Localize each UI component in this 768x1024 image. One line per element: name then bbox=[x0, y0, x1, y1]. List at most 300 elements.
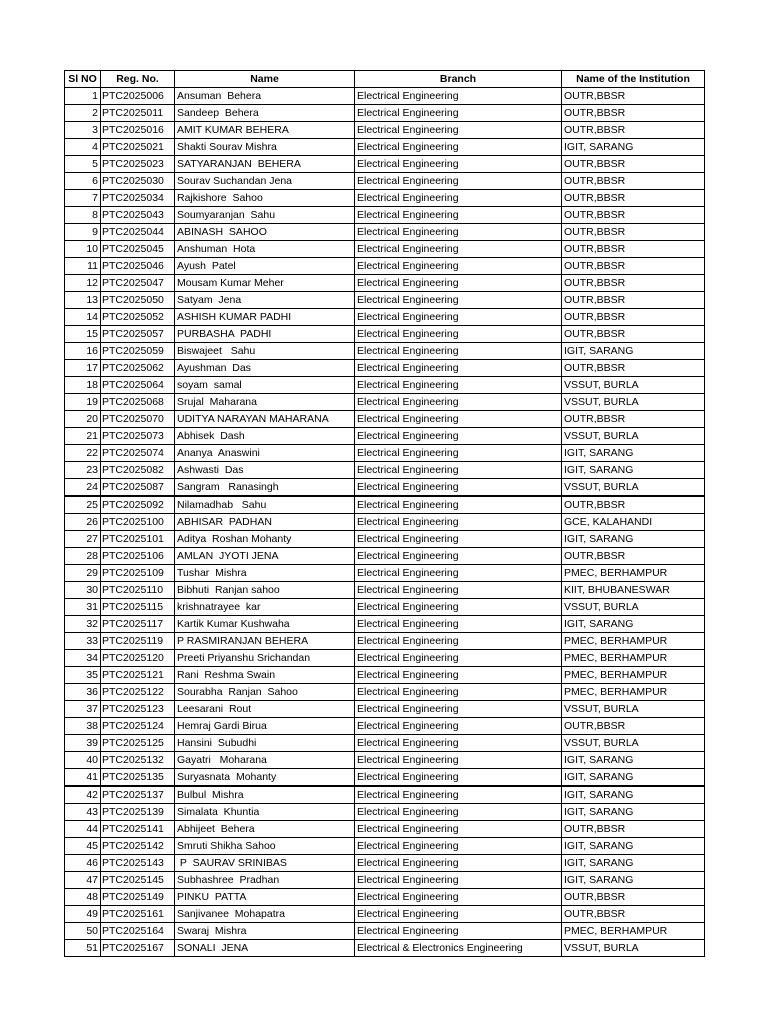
name-cell: Sanjivanee Mohapatra bbox=[175, 906, 355, 923]
reg-no-cell: PTC2025062 bbox=[101, 360, 175, 377]
name-cell: Smruti Shikha Sahoo bbox=[175, 838, 355, 855]
sl-no-cell: 47 bbox=[65, 872, 101, 889]
branch-cell: Electrical Engineering bbox=[355, 667, 562, 684]
reg-no-cell: PTC2025011 bbox=[101, 105, 175, 122]
branch-cell: Electrical Engineering bbox=[355, 582, 562, 599]
sl-no-cell: 13 bbox=[65, 292, 101, 309]
header-institution: Name of the Institution bbox=[562, 71, 705, 88]
sl-no-cell: 31 bbox=[65, 599, 101, 616]
reg-no-cell: PTC2025119 bbox=[101, 633, 175, 650]
reg-no-cell: PTC2025043 bbox=[101, 207, 175, 224]
table-header bbox=[65, 71, 705, 88]
sl-no-cell: 49 bbox=[65, 906, 101, 923]
reg-no-cell: PTC2025123 bbox=[101, 701, 175, 718]
reg-no-cell: PTC2025034 bbox=[101, 190, 175, 207]
table-row bbox=[65, 394, 705, 411]
sl-no-cell: 14 bbox=[65, 309, 101, 326]
name-cell: PURBASHA PADHI bbox=[175, 326, 355, 343]
institution-cell: OUTR,BBSR bbox=[562, 190, 705, 207]
sl-no-cell: 38 bbox=[65, 718, 101, 735]
name-cell: Bulbul Mishra bbox=[175, 786, 355, 804]
institution-cell: PMEC, BERHAMPUR bbox=[562, 667, 705, 684]
institution-cell: KIIT, BHUBANESWAR bbox=[562, 582, 705, 599]
table-row bbox=[65, 514, 705, 531]
institution-cell: OUTR,BBSR bbox=[562, 292, 705, 309]
reg-no-cell: PTC2025046 bbox=[101, 258, 175, 275]
institution-cell: IGIT, SARANG bbox=[562, 855, 705, 872]
name-cell: Nilamadhab Sahu bbox=[175, 496, 355, 514]
branch-cell: Electrical & Electronics Engineering bbox=[355, 940, 562, 957]
branch-cell: Electrical Engineering bbox=[355, 633, 562, 650]
branch-cell: Electrical Engineering bbox=[355, 599, 562, 616]
reg-no-cell: PTC2025122 bbox=[101, 684, 175, 701]
reg-no-cell: PTC2025073 bbox=[101, 428, 175, 445]
institution-cell: OUTR,BBSR bbox=[562, 241, 705, 258]
name-cell: Subhashree Pradhan bbox=[175, 872, 355, 889]
institution-cell: IGIT, SARANG bbox=[562, 462, 705, 479]
institution-cell: OUTR,BBSR bbox=[562, 224, 705, 241]
table-row bbox=[65, 190, 705, 207]
institution-cell: OUTR,BBSR bbox=[562, 207, 705, 224]
table-row bbox=[65, 752, 705, 769]
branch-cell: Electrical Engineering bbox=[355, 514, 562, 531]
institution-cell: IGIT, SARANG bbox=[562, 616, 705, 633]
branch-cell: Electrical Engineering bbox=[355, 411, 562, 428]
sl-no-cell: 18 bbox=[65, 377, 101, 394]
sl-no-cell: 1 bbox=[65, 88, 101, 105]
name-cell: P SAURAV SRINIBAS bbox=[175, 855, 355, 872]
name-cell: Suryasnata Mohanty bbox=[175, 769, 355, 787]
institution-cell: OUTR,BBSR bbox=[562, 411, 705, 428]
reg-no-cell: PTC2025120 bbox=[101, 650, 175, 667]
name-cell: Kartik Kumar Kushwaha bbox=[175, 616, 355, 633]
name-cell: Anshuman Hota bbox=[175, 241, 355, 258]
sl-no-cell: 43 bbox=[65, 804, 101, 821]
reg-no-cell: PTC2025142 bbox=[101, 838, 175, 855]
reg-no-cell: PTC2025143 bbox=[101, 855, 175, 872]
name-cell: Abhisek Dash bbox=[175, 428, 355, 445]
institution-cell: VSSUT, BURLA bbox=[562, 701, 705, 718]
sl-no-cell: 46 bbox=[65, 855, 101, 872]
table-row bbox=[65, 718, 705, 735]
reg-no-cell: PTC2025070 bbox=[101, 411, 175, 428]
reg-no-cell: PTC2025101 bbox=[101, 531, 175, 548]
sl-no-cell: 41 bbox=[65, 769, 101, 787]
institution-cell: PMEC, BERHAMPUR bbox=[562, 923, 705, 940]
branch-cell: Electrical Engineering bbox=[355, 786, 562, 804]
branch-cell: Electrical Engineering bbox=[355, 207, 562, 224]
name-cell: Leesarani Rout bbox=[175, 701, 355, 718]
branch-cell: Electrical Engineering bbox=[355, 769, 562, 787]
sl-no-cell: 15 bbox=[65, 326, 101, 343]
table-row bbox=[65, 582, 705, 599]
name-cell: Hemraj Gardi Birua bbox=[175, 718, 355, 735]
name-cell: Preeti Priyanshu Srichandan bbox=[175, 650, 355, 667]
name-cell: Ansuman Behera bbox=[175, 88, 355, 105]
institution-cell: IGIT, SARANG bbox=[562, 445, 705, 462]
table-row bbox=[65, 616, 705, 633]
branch-cell: Electrical Engineering bbox=[355, 377, 562, 394]
sl-no-cell: 17 bbox=[65, 360, 101, 377]
branch-cell: Electrical Engineering bbox=[355, 548, 562, 565]
reg-no-cell: PTC2025164 bbox=[101, 923, 175, 940]
sl-no-cell: 6 bbox=[65, 173, 101, 190]
table-row bbox=[65, 428, 705, 445]
branch-cell: Electrical Engineering bbox=[355, 275, 562, 292]
table-row bbox=[65, 105, 705, 122]
institution-cell: IGIT, SARANG bbox=[562, 752, 705, 769]
institution-cell: OUTR,BBSR bbox=[562, 326, 705, 343]
name-cell: soyam samal bbox=[175, 377, 355, 394]
header-branch: Branch bbox=[355, 71, 562, 88]
reg-no-cell: PTC2025047 bbox=[101, 275, 175, 292]
sl-no-cell: 2 bbox=[65, 105, 101, 122]
sl-no-cell: 36 bbox=[65, 684, 101, 701]
reg-no-cell: PTC2025068 bbox=[101, 394, 175, 411]
branch-cell: Electrical Engineering bbox=[355, 105, 562, 122]
sl-no-cell: 35 bbox=[65, 667, 101, 684]
branch-cell: Electrical Engineering bbox=[355, 445, 562, 462]
institution-cell: PMEC, BERHAMPUR bbox=[562, 684, 705, 701]
reg-no-cell: PTC2025006 bbox=[101, 88, 175, 105]
branch-cell: Electrical Engineering bbox=[355, 343, 562, 360]
reg-no-cell: PTC2025021 bbox=[101, 139, 175, 156]
reg-no-cell: PTC2025074 bbox=[101, 445, 175, 462]
institution-cell: OUTR,BBSR bbox=[562, 275, 705, 292]
branch-cell: Electrical Engineering bbox=[355, 258, 562, 275]
branch-cell: Electrical Engineering bbox=[355, 88, 562, 105]
sl-no-cell: 34 bbox=[65, 650, 101, 667]
reg-no-cell: PTC2025109 bbox=[101, 565, 175, 582]
branch-cell: Electrical Engineering bbox=[355, 650, 562, 667]
branch-cell: Electrical Engineering bbox=[355, 752, 562, 769]
branch-cell: Electrical Engineering bbox=[355, 428, 562, 445]
institution-cell: IGIT, SARANG bbox=[562, 872, 705, 889]
sl-no-cell: 16 bbox=[65, 343, 101, 360]
institution-cell: OUTR,BBSR bbox=[562, 548, 705, 565]
reg-no-cell: PTC2025087 bbox=[101, 479, 175, 497]
branch-cell: Electrical Engineering bbox=[355, 292, 562, 309]
table-row bbox=[65, 88, 705, 105]
table-row bbox=[65, 360, 705, 377]
sl-no-cell: 9 bbox=[65, 224, 101, 241]
table-row bbox=[65, 122, 705, 139]
sl-no-cell: 11 bbox=[65, 258, 101, 275]
name-cell: Mousam Kumar Meher bbox=[175, 275, 355, 292]
institution-cell: PMEC, BERHAMPUR bbox=[562, 633, 705, 650]
name-cell: Sourabha Ranjan Sahoo bbox=[175, 684, 355, 701]
header-name: Name bbox=[175, 71, 355, 88]
name-cell: Rani Reshma Swain bbox=[175, 667, 355, 684]
sl-no-cell: 20 bbox=[65, 411, 101, 428]
reg-no-cell: PTC2025121 bbox=[101, 667, 175, 684]
table-row bbox=[65, 565, 705, 582]
sl-no-cell: 50 bbox=[65, 923, 101, 940]
sl-no-cell: 30 bbox=[65, 582, 101, 599]
reg-no-cell: PTC2025052 bbox=[101, 309, 175, 326]
branch-cell: Electrical Engineering bbox=[355, 462, 562, 479]
sl-no-cell: 10 bbox=[65, 241, 101, 258]
table-row bbox=[65, 326, 705, 343]
branch-cell: Electrical Engineering bbox=[355, 701, 562, 718]
reg-no-cell: PTC2025016 bbox=[101, 122, 175, 139]
name-cell: Swaraj Mishra bbox=[175, 923, 355, 940]
name-cell: Abhijeet Behera bbox=[175, 821, 355, 838]
institution-cell: OUTR,BBSR bbox=[562, 309, 705, 326]
table-row bbox=[65, 821, 705, 838]
reg-no-cell: PTC2025045 bbox=[101, 241, 175, 258]
sl-no-cell: 27 bbox=[65, 531, 101, 548]
name-cell: Ayush Patel bbox=[175, 258, 355, 275]
table-row bbox=[65, 241, 705, 258]
sl-no-cell: 45 bbox=[65, 838, 101, 855]
branch-cell: Electrical Engineering bbox=[355, 889, 562, 906]
table-row bbox=[65, 804, 705, 821]
branch-cell: Electrical Engineering bbox=[355, 565, 562, 582]
name-cell: Biswajeet Sahu bbox=[175, 343, 355, 360]
name-cell: SONALI JENA bbox=[175, 940, 355, 957]
institution-cell: VSSUT, BURLA bbox=[562, 394, 705, 411]
institution-cell: IGIT, SARANG bbox=[562, 343, 705, 360]
reg-no-cell: PTC2025082 bbox=[101, 462, 175, 479]
sl-no-cell: 48 bbox=[65, 889, 101, 906]
name-cell: Shakti Sourav Mishra bbox=[175, 139, 355, 156]
name-cell: Tushar Mishra bbox=[175, 565, 355, 582]
branch-cell: Electrical Engineering bbox=[355, 139, 562, 156]
table-row bbox=[65, 173, 705, 190]
table-row bbox=[65, 258, 705, 275]
reg-no-cell: PTC2025145 bbox=[101, 872, 175, 889]
branch-cell: Electrical Engineering bbox=[355, 616, 562, 633]
institution-cell: OUTR,BBSR bbox=[562, 122, 705, 139]
sl-no-cell: 40 bbox=[65, 752, 101, 769]
branch-cell: Electrical Engineering bbox=[355, 906, 562, 923]
name-cell: Srujal Maharana bbox=[175, 394, 355, 411]
sl-no-cell: 44 bbox=[65, 821, 101, 838]
table-row bbox=[65, 548, 705, 565]
table-row bbox=[65, 139, 705, 156]
sl-no-cell: 12 bbox=[65, 275, 101, 292]
reg-no-cell: PTC2025117 bbox=[101, 616, 175, 633]
branch-cell: Electrical Engineering bbox=[355, 804, 562, 821]
reg-no-cell: PTC2025050 bbox=[101, 292, 175, 309]
name-cell: Sangram Ranasingh bbox=[175, 479, 355, 497]
name-cell: Satyam Jena bbox=[175, 292, 355, 309]
branch-cell: Electrical Engineering bbox=[355, 923, 562, 940]
sl-no-cell: 23 bbox=[65, 462, 101, 479]
reg-no-cell: PTC2025100 bbox=[101, 514, 175, 531]
branch-cell: Electrical Engineering bbox=[355, 173, 562, 190]
table-row bbox=[65, 207, 705, 224]
institution-cell: VSSUT, BURLA bbox=[562, 735, 705, 752]
institution-cell: OUTR,BBSR bbox=[562, 258, 705, 275]
branch-cell: Electrical Engineering bbox=[355, 309, 562, 326]
branch-cell: Electrical Engineering bbox=[355, 684, 562, 701]
reg-no-cell: PTC2025167 bbox=[101, 940, 175, 957]
reg-no-cell: PTC2025115 bbox=[101, 599, 175, 616]
branch-cell: Electrical Engineering bbox=[355, 241, 562, 258]
sl-no-cell: 33 bbox=[65, 633, 101, 650]
institution-cell: IGIT, SARANG bbox=[562, 838, 705, 855]
name-cell: ABHISAR PADHAN bbox=[175, 514, 355, 531]
table-row bbox=[65, 940, 705, 957]
sl-no-cell: 7 bbox=[65, 190, 101, 207]
name-cell: Hansini Subudhi bbox=[175, 735, 355, 752]
reg-no-cell: PTC2025137 bbox=[101, 786, 175, 804]
name-cell: AMLAN JYOTI JENA bbox=[175, 548, 355, 565]
institution-cell: IGIT, SARANG bbox=[562, 769, 705, 787]
institution-cell: VSSUT, BURLA bbox=[562, 940, 705, 957]
reg-no-cell: PTC2025092 bbox=[101, 496, 175, 514]
institution-cell: PMEC, BERHAMPUR bbox=[562, 565, 705, 582]
table-row bbox=[65, 701, 705, 718]
branch-cell: Electrical Engineering bbox=[355, 735, 562, 752]
institution-cell: VSSUT, BURLA bbox=[562, 599, 705, 616]
branch-cell: Electrical Engineering bbox=[355, 821, 562, 838]
sl-no-cell: 21 bbox=[65, 428, 101, 445]
student-list-table bbox=[64, 70, 705, 957]
branch-cell: Electrical Engineering bbox=[355, 496, 562, 514]
reg-no-cell: PTC2025161 bbox=[101, 906, 175, 923]
institution-cell: GCE, KALAHANDI bbox=[562, 514, 705, 531]
reg-no-cell: PTC2025132 bbox=[101, 752, 175, 769]
name-cell: Sandeep Behera bbox=[175, 105, 355, 122]
name-cell: krishnatrayee kar bbox=[175, 599, 355, 616]
header-sl-no: Sl NO bbox=[65, 71, 101, 88]
reg-no-cell: PTC2025124 bbox=[101, 718, 175, 735]
reg-no-cell: PTC2025149 bbox=[101, 889, 175, 906]
table-row bbox=[65, 855, 705, 872]
reg-no-cell: PTC2025141 bbox=[101, 821, 175, 838]
name-cell: Rajkishore Sahoo bbox=[175, 190, 355, 207]
name-cell: Ananya Anaswini bbox=[175, 445, 355, 462]
table-row bbox=[65, 445, 705, 462]
name-cell: PINKU PATTA bbox=[175, 889, 355, 906]
table-row bbox=[65, 906, 705, 923]
table-body bbox=[65, 88, 705, 957]
name-cell: UDITYA NARAYAN MAHARANA bbox=[175, 411, 355, 428]
sl-no-cell: 8 bbox=[65, 207, 101, 224]
institution-cell: OUTR,BBSR bbox=[562, 906, 705, 923]
branch-cell: Electrical Engineering bbox=[355, 360, 562, 377]
header-row bbox=[65, 71, 705, 88]
table-row bbox=[65, 889, 705, 906]
reg-no-cell: PTC2025059 bbox=[101, 343, 175, 360]
institution-cell: IGIT, SARANG bbox=[562, 531, 705, 548]
reg-no-cell: PTC2025064 bbox=[101, 377, 175, 394]
sl-no-cell: 3 bbox=[65, 122, 101, 139]
branch-cell: Electrical Engineering bbox=[355, 855, 562, 872]
table-row bbox=[65, 667, 705, 684]
branch-cell: Electrical Engineering bbox=[355, 838, 562, 855]
reg-no-cell: PTC2025057 bbox=[101, 326, 175, 343]
institution-cell: OUTR,BBSR bbox=[562, 88, 705, 105]
branch-cell: Electrical Engineering bbox=[355, 122, 562, 139]
sl-no-cell: 51 bbox=[65, 940, 101, 957]
reg-no-cell: PTC2025125 bbox=[101, 735, 175, 752]
branch-cell: Electrical Engineering bbox=[355, 326, 562, 343]
name-cell: Simalata Khuntia bbox=[175, 804, 355, 821]
table-row bbox=[65, 377, 705, 394]
reg-no-cell: PTC2025044 bbox=[101, 224, 175, 241]
branch-cell: Electrical Engineering bbox=[355, 479, 562, 497]
sl-no-cell: 32 bbox=[65, 616, 101, 633]
table-row bbox=[65, 531, 705, 548]
institution-cell: OUTR,BBSR bbox=[562, 173, 705, 190]
table-row bbox=[65, 309, 705, 326]
header-reg-no: Reg. No. bbox=[101, 71, 175, 88]
sl-no-cell: 29 bbox=[65, 565, 101, 582]
table-row bbox=[65, 786, 705, 804]
reg-no-cell: PTC2025110 bbox=[101, 582, 175, 599]
reg-no-cell: PTC2025135 bbox=[101, 769, 175, 787]
branch-cell: Electrical Engineering bbox=[355, 190, 562, 207]
branch-cell: Electrical Engineering bbox=[355, 531, 562, 548]
name-cell: Ayushman Das bbox=[175, 360, 355, 377]
name-cell: SATYARANJAN BEHERA bbox=[175, 156, 355, 173]
table-row bbox=[65, 650, 705, 667]
sl-no-cell: 5 bbox=[65, 156, 101, 173]
sl-no-cell: 19 bbox=[65, 394, 101, 411]
table-row bbox=[65, 633, 705, 650]
institution-cell: IGIT, SARANG bbox=[562, 786, 705, 804]
name-cell: P RASMIRANJAN BEHERA bbox=[175, 633, 355, 650]
table-row bbox=[65, 343, 705, 360]
table-row bbox=[65, 872, 705, 889]
table-row bbox=[65, 292, 705, 309]
institution-cell: OUTR,BBSR bbox=[562, 821, 705, 838]
name-cell: Bibhuti Ranjan sahoo bbox=[175, 582, 355, 599]
name-cell: ASHISH KUMAR PADHI bbox=[175, 309, 355, 326]
sl-no-cell: 28 bbox=[65, 548, 101, 565]
sl-no-cell: 26 bbox=[65, 514, 101, 531]
institution-cell: VSSUT, BURLA bbox=[562, 479, 705, 497]
branch-cell: Electrical Engineering bbox=[355, 872, 562, 889]
name-cell: Soumyaranjan Sahu bbox=[175, 207, 355, 224]
institution-cell: OUTR,BBSR bbox=[562, 496, 705, 514]
table-row bbox=[65, 496, 705, 514]
institution-cell: PMEC, BERHAMPUR bbox=[562, 650, 705, 667]
institution-cell: IGIT, SARANG bbox=[562, 139, 705, 156]
institution-cell: VSSUT, BURLA bbox=[562, 377, 705, 394]
institution-cell: OUTR,BBSR bbox=[562, 889, 705, 906]
institution-cell: IGIT, SARANG bbox=[562, 804, 705, 821]
reg-no-cell: PTC2025106 bbox=[101, 548, 175, 565]
table-row bbox=[65, 599, 705, 616]
institution-cell: OUTR,BBSR bbox=[562, 718, 705, 735]
branch-cell: Electrical Engineering bbox=[355, 156, 562, 173]
sl-no-cell: 42 bbox=[65, 786, 101, 804]
table-row bbox=[65, 156, 705, 173]
table-row bbox=[65, 735, 705, 752]
name-cell: ABINASH SAHOO bbox=[175, 224, 355, 241]
table-row bbox=[65, 462, 705, 479]
reg-no-cell: PTC2025139 bbox=[101, 804, 175, 821]
sl-no-cell: 4 bbox=[65, 139, 101, 156]
sl-no-cell: 22 bbox=[65, 445, 101, 462]
name-cell: AMIT KUMAR BEHERA bbox=[175, 122, 355, 139]
institution-cell: VSSUT, BURLA bbox=[562, 428, 705, 445]
sl-no-cell: 25 bbox=[65, 496, 101, 514]
reg-no-cell: PTC2025030 bbox=[101, 173, 175, 190]
table-row bbox=[65, 411, 705, 428]
sl-no-cell: 24 bbox=[65, 479, 101, 497]
name-cell: Aditya Roshan Mohanty bbox=[175, 531, 355, 548]
sl-no-cell: 39 bbox=[65, 735, 101, 752]
table-row bbox=[65, 479, 705, 497]
reg-no-cell: PTC2025023 bbox=[101, 156, 175, 173]
name-cell: Sourav Suchandan Jena bbox=[175, 173, 355, 190]
